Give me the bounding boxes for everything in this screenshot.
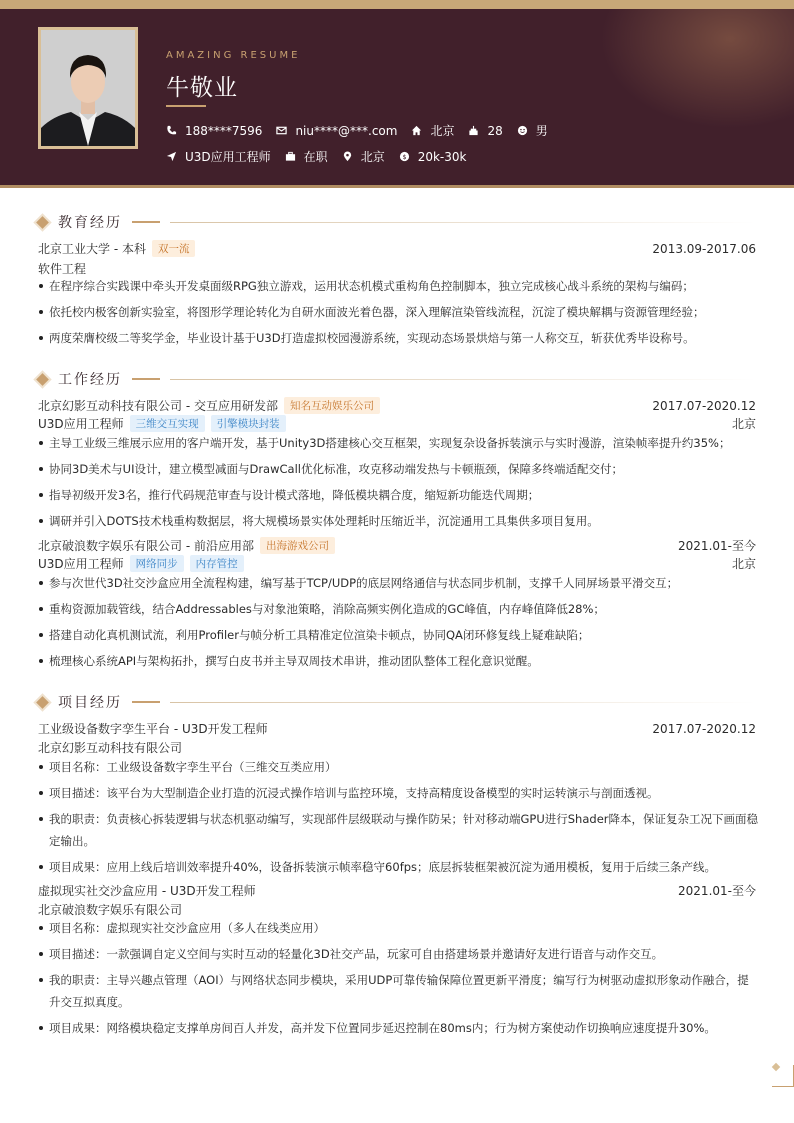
candidate-name: 牛敬业 [166,75,238,101]
divider [132,221,160,223]
job-role: U3D应用工程师 [38,417,124,431]
list-item: 项目名称：工业级设备数字孪生平台（三维交互类应用） [38,754,758,780]
list-item: 参与次世代3D社交沙盒应用全流程构建，编写基于TCP/UDP的底层网络通信与状态同步机制，支撑千人同屏场景平滑交互； [38,570,758,596]
list-item: 在程序综合实践课中牵头开发桌面级RPG独立游戏，运用状态机模式重构角色控制脚本，独立完成核心战斗系统的架构与编码； [38,273,758,299]
resume-header [0,9,794,187]
list-item: 项目成果：应用上线后培训效率提升40%，设备拆装演示帧率稳守60fps；底层拆装框架被沉淀为通用模板，复用于后续三条产线。 [38,854,758,880]
job-bullets [38,570,758,674]
company-line: 北京幻影互动科技有限公司 - 交互应用研发部 [38,399,278,413]
company-tag: 出海游戏公司 [260,537,335,554]
list-item: 依托校内极客创新实验室，将图形学理论转化为自研水面波光着色器，深入理解渲染管线流程，沉淀了模块解耦与资源管理经验； [38,299,758,325]
divider [170,379,756,380]
project-company: 北京破浪数字娱乐有限公司 [38,903,183,917]
briefcase-icon [285,151,296,162]
list-item: 项目成果：网络模块稳定支撑单房间百人并发，高并发下位置同步延迟控制在80ms内；行为树方案使动作切换响应速度提升30%。 [38,1015,758,1041]
contact-row [166,122,562,139]
list-item: 主导工业级三维展示应用的客户端开发，基于Unity3D搭建核心交互框架，实现复杂设备拆装演示与实时漫游，渲染帧率提升约35%； [38,430,758,456]
project-title: 工业级设备数字孪生平台 - U3D开发工程师 [38,722,268,736]
project-company: 北京幻影互动科技有限公司 [38,741,183,755]
education-row [38,240,756,257]
mail-icon [276,125,287,136]
job-city: 北京 [731,417,756,431]
skill-tag: 引擎模块封装 [211,415,286,432]
school-line: 北京工业大学 - 本科 [38,242,146,256]
email-text: niu****@***.com [295,123,398,138]
list-item: 项目名称：虚拟现实社交沙盒应用（多人在线类应用） [38,915,758,941]
major-text: 软件工程 [38,262,87,276]
gender-info [517,122,548,139]
email-info [276,124,397,138]
list-item: 两度荣膺校级二等奖学金，毕业设计基于U3D打造虚拟校园漫游系统，实现动态场景烘焙与第一人称交互，斩获优秀毕设称号。 [38,325,758,351]
target-city-text: 北京 [360,150,385,164]
project-row [38,882,756,899]
section-title: 项目经历 [58,695,122,711]
list-item: 协同3D美术与UI设计，建立模型减面与DrawCall优化标准，攻克移动端发热与卡顿瓶颈，保障多终端适配交付； [38,456,758,482]
list-item: 重构资源加载管线，结合Addressables与对象池策略，消除高频实例化造成的GC峰值，内存峰值降低28%； [38,596,758,622]
list-item: 梳理核心系统API与架构拓扑，撰写白皮书并主导双周技术串讲，推动团队整体工程化意识觉醒。 [38,648,758,674]
skill-tag: 网络同步 [130,555,184,572]
work-section-header [36,369,756,389]
diamond-icon [36,216,49,229]
list-item: 我的职责：负责核心拆装逻辑与状态机驱动编写，实现部件层级联动与操作防呆；针对移动端GPU进行Shader降本，保证复杂工况下画面稳定输出。 [38,806,758,854]
section-title: 教育经历 [58,215,122,231]
diamond-icon [36,696,49,709]
job-intent-row [166,148,480,165]
cake-icon [468,125,479,136]
divider [132,378,160,380]
project-date: 2017.07-2020.12 [652,721,756,736]
list-item: 项目描述：一款强调自定义空间与实时互动的轻量化3D社交产品，玩家可自由搭建场景并邀请好友进行语音与动作交互。 [38,941,758,967]
salary-info [399,150,467,164]
send-icon [166,151,177,162]
project-date: 2021.01-至今 [678,884,756,898]
avatar-portrait-icon [41,30,135,146]
header-glow-decoration [600,9,794,129]
list-item: 我的职责：主导兴趣点管理（AOI）与网络状态同步模块，采用UDP可靠传输保障位置更新平滑度；编写行为树驱动虚拟形象动作融合，提升交互拟真度。 [38,967,758,1015]
phone-icon [166,125,177,136]
target-city-info [342,148,385,165]
location-text: 北京 [430,124,455,138]
gender-text: 男 [535,124,548,138]
job-role: U3D应用工程师 [38,557,124,571]
phone-text: 188****7596 [185,123,263,138]
list-item: 搭建自动化真机测试流，利用Profiler与帧分析工具精准定位渲染卡顿点，协同QA闭环修复线上疑难缺陷； [38,622,758,648]
home-icon [411,125,422,136]
diamond-icon [36,373,49,386]
skill-tag: 三维交互实现 [130,415,205,432]
job-row [38,537,756,554]
age-text: 28 [487,123,503,138]
projects-section-header [36,692,756,712]
age-info [468,124,502,138]
salary-text: 20k-30k [417,149,467,164]
money-icon [399,151,410,162]
job-bullets [38,430,758,534]
job-city: 北京 [731,557,756,571]
divider [170,222,756,223]
position-text: U3D应用工程师 [185,150,271,164]
education-date: 2013.09-2017.06 [652,241,756,256]
project-row [38,720,756,737]
education-section-header [36,212,756,232]
section-title: 工作经历 [58,372,122,388]
resume-subtitle: AMAZING RESUME [166,50,301,61]
education-bullets [38,273,758,351]
project-bullets [38,754,758,880]
school-tag: 双一流 [152,240,196,257]
smile-icon [517,125,528,136]
status-info [285,148,328,165]
job-date: 2021.01-至今 [678,539,756,553]
name-underline [166,105,206,107]
phone-info [166,124,262,138]
svg-text:$: $ [402,152,407,161]
job-row [38,397,756,414]
project-title: 虚拟现实社交沙盒应用 - U3D开发工程师 [38,884,256,898]
project-bullets [38,915,758,1041]
company-tag: 知名互动娱乐公司 [284,397,380,414]
divider [132,701,160,703]
map-pin-icon [342,151,353,162]
list-item: 项目描述：该平台为大型制造企业打造的沉浸式操作培训与监控环境，支持高精度设备模型的实时运转演示与剖面透视。 [38,780,758,806]
header-bottom-line [0,185,794,188]
company-line: 北京破浪数字娱乐有限公司 - 前沿应用部 [38,539,254,553]
avatar-photo [38,27,138,149]
divider [170,702,756,703]
list-item: 调研并引入DOTS技术栈重构数据层，将大规模场景实体处理耗时压缩近半，沉淀通用工具集供多项目复用。 [38,508,758,534]
location-info [411,122,454,139]
status-text: 在职 [303,150,328,164]
top-accent-line [0,0,794,9]
position-info [166,148,271,165]
list-item: 指导初级开发3名，推行代码规范审查与设计模式落地，降低模块耦合度，缩短新功能迭代周期； [38,482,758,508]
job-date: 2017.07-2020.12 [652,398,756,413]
skill-tag: 内存管控 [190,555,244,572]
